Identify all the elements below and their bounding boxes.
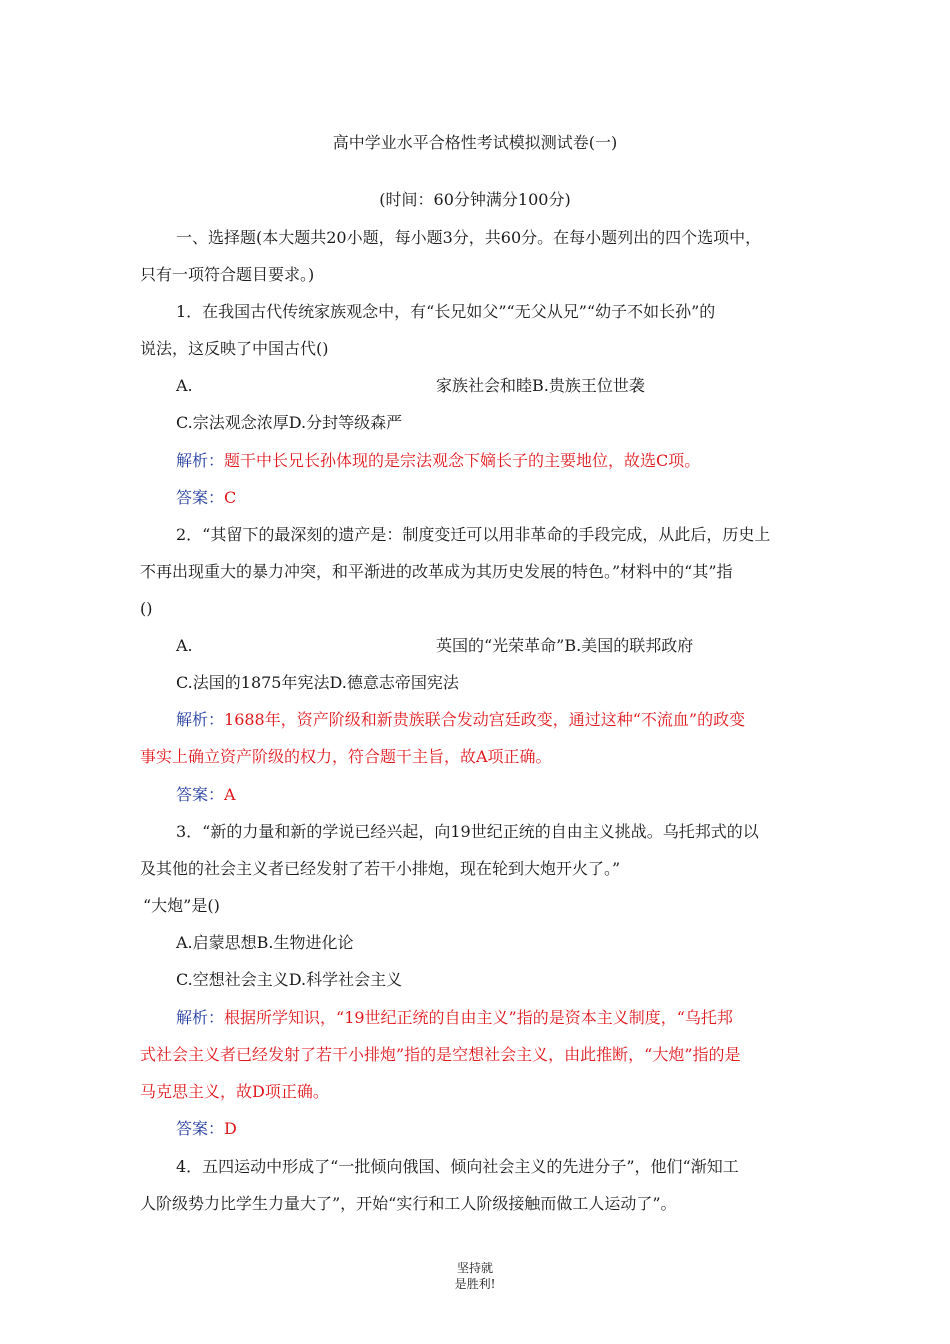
page-title: 高中学业水平合格性考试模拟测试卷(一)	[332, 133, 618, 152]
q2-analysis-cont: 事实上确立资产阶级的权力，符合题干主旨，故A项正确。	[140, 747, 552, 766]
q2-analysis-label: 解析：	[176, 710, 225, 729]
q3-analysis-label: 解析：	[176, 1008, 225, 1027]
q2-answer-value: A	[224, 785, 236, 804]
q1-answer-value: C	[224, 488, 237, 507]
q2-stem: 2．“其留下的最深刻的遗产是：制度变迁可以用非革命的手段完成，从此后，历史上	[176, 525, 771, 544]
q3-analysis-cont-2: 马克思主义，故D项正确。	[140, 1082, 329, 1101]
q1-stem-cont: 说法，这反映了中国古代()	[140, 339, 329, 358]
q3-answer-value: D	[224, 1119, 237, 1138]
q1-analysis-text: 题干中长兄长孙体现的是宗法观念下嫡长子的主要地位，故选C项。	[224, 451, 701, 470]
q2-option-a-label: A.	[176, 636, 193, 655]
q4-stem-cont: 人阶级势力比学生力量大了”，开始“实行和工人阶级接触而做工人运动了”。	[140, 1194, 677, 1213]
q3-answer	[176, 1118, 856, 1140]
section-header-cont: 只有一项符合题目要求。)	[140, 265, 315, 284]
q2-analysis-text: 1688年，资产阶级和新贵族联合发动宫廷政变，通过这种“不流血”的政变	[224, 710, 746, 729]
q2-options-cd: C.法国的1875年宪法D.德意志帝国宪法	[176, 673, 459, 692]
q4-stem: 4．五四运动中形成了“一批倾向俄国、倾向社会主义的先进分子”，他们“渐知工	[176, 1157, 739, 1176]
q3-analysis	[176, 1007, 856, 1029]
page-subtitle: (时间：60分钟满分100分)	[379, 190, 571, 209]
q3-answer-label: 答案：	[176, 1119, 225, 1138]
q1-stem: 1．在我国古代传统家族观念中，有“长兄如父”“无父从兄”“幼子不如长孙”的	[176, 302, 716, 321]
q2-answer-label: 答案：	[176, 785, 225, 804]
q1-analysis-label: 解析：	[176, 451, 225, 470]
section-header: 一、选择题(本大题共20小题，每小题3分，共60分。在每小题列出的四个选项中，	[176, 228, 762, 247]
q1-answer-label: 答案：	[176, 488, 225, 507]
q2-stem-cont: 不再出现重大的暴力冲突，和平渐进的改革成为其历史发展的特色。”材料中的“其”指	[140, 562, 733, 581]
q3-stem: 3．“新的力量和新的学说已经兴起，向19世纪正统的自由主义挑战。乌托邦式的以	[176, 822, 759, 841]
q3-analysis-cont: 式社会主义者已经发射了若干小排炮”指的是空想社会主义，由此推断，“大炮”指的是	[140, 1045, 741, 1064]
q1-analysis	[176, 450, 856, 472]
q3-stem-question: “大炮”是()	[143, 896, 220, 915]
q3-options-ab: A.启蒙思想B.生物进化论	[176, 933, 354, 952]
q3-analysis-text: 根据所学知识，“19世纪正统的自由主义”指的是资本主义制度，“乌托邦	[224, 1008, 733, 1027]
q2-stem-paren: ()	[140, 599, 153, 618]
footer-line-2: 是胜利!	[454, 1277, 496, 1291]
q2-option-ab-text: 英国的“光荣革命”B.美国的联邦政府	[436, 636, 694, 655]
q2-analysis	[176, 709, 856, 731]
footer-line-1: 坚持就	[456, 1261, 493, 1275]
q1-answer	[176, 487, 856, 509]
q1-option-a-label: A.	[176, 376, 193, 395]
q3-stem-cont: 及其他的社会主义者已经发射了若干小排炮，现在轮到大炮开火了。”	[140, 859, 621, 878]
q3-options-cd: C.空想社会主义D.科学社会主义	[176, 970, 403, 989]
q2-answer	[176, 784, 856, 806]
q1-option-ab-text: 家族社会和睦B.贵族王位世袭	[436, 376, 645, 395]
q1-options-cd: C.宗法观念浓厚D.分封等级森严	[176, 413, 403, 432]
